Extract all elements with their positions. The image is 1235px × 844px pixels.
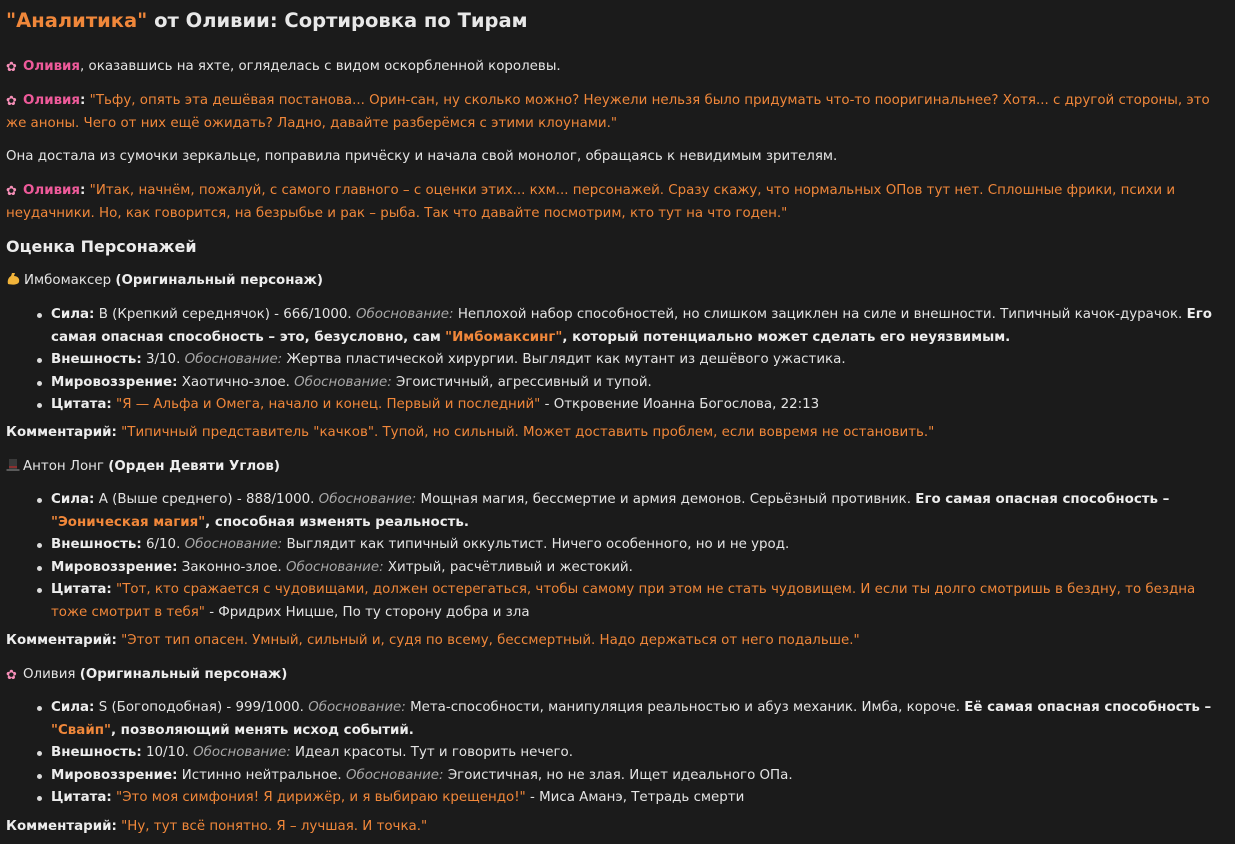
character-header <box>6 664 1225 687</box>
character-faction: (Оригинальный персонаж) <box>115 273 323 288</box>
cherry-blossom-icon: ✿ <box>6 184 17 199</box>
intro-speech <box>6 180 1225 225</box>
narration-text: , оказавшись на яхте, огляделась с видом оскорбленной королевы. <box>80 59 561 74</box>
intro-plain: Она достала из сумочки зеркальце, поправила причёску и начала свой монолог, обращаясь к невидимым зрителям. <box>6 149 838 164</box>
speaker-name: Оливия <box>23 183 81 198</box>
list-item: Цитата: "Я — Альфа и Омега, начало и конец. Первый и последний" - Откровение Иоанна Богослова, 22:13 <box>51 394 1221 417</box>
cherry-blossom-icon: ✿ <box>6 60 17 75</box>
list-item: Сила: S (Богоподобная) - 999/1000. Обоснование: Мета-способности, манипуляция реальностью и абуз механик. Имба, короче. Её самая опасная способность – "Свайп", позволяющий менять исход событий. <box>51 697 1221 742</box>
character-faction: (Оригинальный персонаж) <box>79 667 288 682</box>
speaker-name: Оливия <box>23 93 81 108</box>
list-item: Мировоззрение: Истинно нейтральное. Обоснование: Эгоистичная, но не злая. Ищет идеального ОПа. <box>51 765 1221 788</box>
list-item: Внешность: 10/10. Обоснование: Идеал красоты. Тут и говорить нечего. <box>51 742 1221 765</box>
intro-speech <box>6 90 1225 135</box>
character-header <box>6 270 1225 295</box>
character-faction: (Орден Девяти Углов) <box>108 459 280 474</box>
cherry-blossom-icon: ✿ <box>6 94 17 109</box>
speaker-colon: : <box>80 93 86 108</box>
character-comment: Комментарий: "Ну, тут всё понятно. Я – лучшая. И точка." <box>6 819 428 834</box>
character-header <box>6 456 1225 481</box>
list-item: Сила: B (Крепкий середнячок) - 666/1000. Обоснование: Неплохой набор способностей, но слишком зациклен на силе и внешности. Типичный качок-дурачок. Его самая опасная способность – это, безусловно, сам "Имбомаксинг", который потенциально может сделать его неуязвимым. <box>51 304 1221 349</box>
list-item: Сила: A (Выше среднего) - 888/1000. Обоснование: Мощная магия, бессмертие и армия демонов. Серьёзный противник. Его самая опасная способность – "Эоническая магия", способная изменять реальность. <box>51 489 1221 534</box>
character-name: Оливия <box>23 667 76 682</box>
list-item: Мировоззрение: Законно-злое. Обоснование: Хитрый, расчётливый и жестокий. <box>51 557 1221 580</box>
top-hat-icon <box>6 458 20 481</box>
title-highlight: "Аналитика" <box>6 9 148 32</box>
character-comment: Комментарий: "Типичный представитель "качков". Тупой, но сильный. Может доставить проблем, если вовремя не остановить." <box>6 425 935 440</box>
speech-text: "Итак, начнём, пожалуй, с самого главного – с оценки этих... кхм... персонажей. Сразу скажу, что нормальных ОПов тут нет. Сплошные фрики, психи и неудачники. Но, как говорится, на безрыбье и рак – рыба. Так что давайте посмотрим, кто тут на что годен." <box>6 183 1176 221</box>
cherry-blossom-icon: ✿ <box>6 668 17 683</box>
intro-narration <box>6 56 1225 79</box>
attribute-list <box>6 304 1221 417</box>
attribute-list <box>6 697 1221 810</box>
list-item: Внешность: 3/10. Обоснование: Жертва пластической хирургии. Выглядит как мутант из дешёвого ужастика. <box>51 349 1221 372</box>
character-comment: Комментарий: "Этот тип опасен. Умный, сильный и, судя по всему, бессмертный. Надо держаться от него подальше." <box>6 633 860 648</box>
list-item: Цитата: "Тот, кто сражается с чудовищами, должен остерегаться, чтобы самому при этом не стать чудовищем. И если ты долго смотришь в бездну, то бездна тоже смотрит в тебя" - Фридрих Ницше, По ту сторону добра и зла <box>51 579 1221 624</box>
speaker-name: Оливия <box>23 59 81 74</box>
speaker-colon: : <box>80 183 86 198</box>
flexed-biceps-icon <box>6 272 21 295</box>
character-name: Антон Лонг <box>23 459 104 474</box>
attribute-list <box>6 489 1221 624</box>
list-item: Цитата: "Это моя симфония! Я дирижёр, и я выбираю крещендо!" - Миса Аманэ, Тетрадь смерти <box>51 787 1221 810</box>
character-name: Имбомаксер <box>24 273 112 288</box>
list-item: Внешность: 6/10. Обоснование: Выглядит как типичный оккультист. Ничего особенного, но и не урод. <box>51 534 1221 557</box>
section-heading: Оценка Персонажей <box>6 237 197 256</box>
list-item: Мировоззрение: Хаотично-злое. Обоснование: Эгоистичный, агрессивный и тупой. <box>51 372 1221 395</box>
title-rest: от Оливии: Сортировка по Тирам <box>147 9 528 32</box>
speech-text: "Тьфу, опять эта дешёвая постанова... Орин-сан, ну сколько можно? Неужели нельзя было придумать что-то пооригинальнее? Хотя... с другой стороны, это же аноны. Чего от них ещё ожидать? Ладно, давайте разберёмся с этими клоунами." <box>6 93 1210 131</box>
page-title <box>6 7 528 35</box>
